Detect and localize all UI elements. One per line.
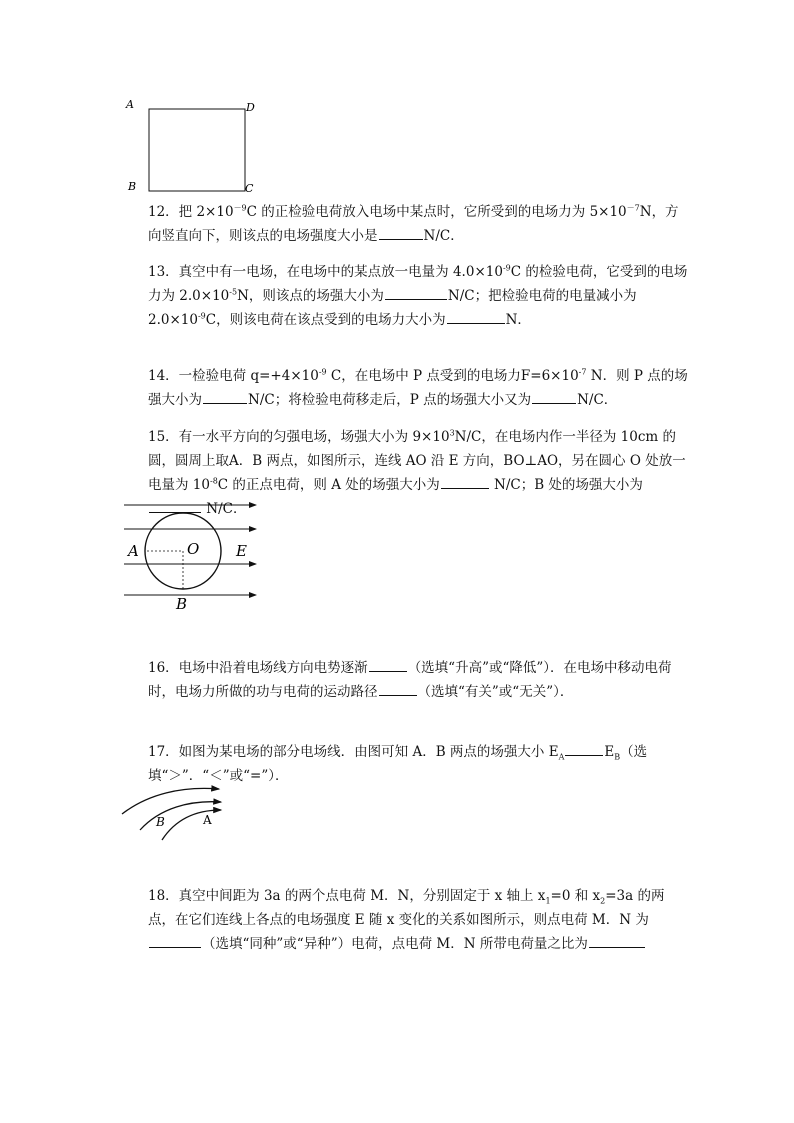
question-17: 17．如图为某电场的部分电场线．由图可知 A．B 两点的场强大小 $E_A$ $E_B$（选填“＞”．“＜”或“=”）． (148, 740, 688, 788)
answer-blank[interactable] (379, 224, 423, 240)
answer-blank[interactable] (441, 473, 489, 489)
label-a: A (126, 98, 134, 111)
label-e: E (236, 542, 247, 560)
answer-blank[interactable] (589, 932, 645, 948)
square-figure (120, 95, 270, 197)
question-15: 15．有一水平方向的匀强电场，场强大小为 $9\times 10^3N/C$，在电场内作一半径为 10cm 的圆，圆周上取A．B 两点，如图所示，连线 AO 沿 E 方向，BO⊥AO，另在圆心 O 处放一电量为 $10^{-8}C$ 的正点电荷，则 A 处的场强大小为 N/C；B 处的场强大小为 N/C． (148, 428, 686, 517)
label-c: C (245, 182, 254, 195)
question-18: 18．真空中间距为 3a 的两个点电荷 M．N，分别固定于 x 轴上 $x_1=0$ 和 $x_2=3a$ 的两点，在它们连线上各点的电场强度 E 随 x 变化的关系如图所示，则点电荷 M．N 为（选填“同种”或“异种”）电荷，点电荷 M．N 所带电荷量之比为 (148, 888, 665, 952)
answer-blank[interactable] (565, 740, 603, 756)
answer-blank[interactable] (385, 284, 447, 300)
question-16: 16．电场中沿着电场线方向电势逐渐 （选填“升高”或“降低”）．在电场中移动电荷时，电场力所做的功与电荷的运动路径 （选填“有关”或“无关”）． (148, 656, 688, 704)
answer-blank[interactable] (447, 308, 505, 324)
label-a: A (203, 813, 212, 827)
answer-blank[interactable] (532, 388, 576, 404)
label-b: B (156, 815, 165, 829)
question-12: 12．把 $2\times 10^{-9}C$ 的正检验电荷放入电场中某点时，它所受到的电场力为 $5\times 10^{-7}N$，方向竖直向下，则该点的电场强度大小是 N/C． (148, 203, 679, 244)
answer-blank[interactable] (379, 680, 417, 696)
label-o: O (187, 540, 200, 558)
field-line (162, 810, 221, 840)
curved-field-lines-figure (120, 780, 230, 842)
label-a: A (128, 542, 139, 560)
answer-blank[interactable] (203, 388, 247, 404)
question-14: 14．一检验电荷 $q=+4\times 10^{-9}$ C，在电场中 P 点受到的电场力$F=6\times 10^{-7}$ N．则 P 点的场强大小为 N/C；将检验电荷移走后，P 点的场强大小又为 N/C． (148, 367, 688, 408)
square-outline (149, 109, 245, 191)
label-d: D (246, 101, 255, 114)
answer-blank[interactable] (369, 656, 407, 672)
label-b: B (176, 595, 188, 613)
field-line (122, 788, 219, 814)
label-b: B (128, 180, 137, 193)
question-13: 13．真空中有一电场，在电场中的某点放一电量为 $4.0\times 10^{-9}C$ 的检验电荷，它受到的电场力为 $2.0\times 10^{-5}N$，则该点的场强大小为 N/C；把检验电荷的电量减小为 $2.0\times 10^{-9}C$，则该电荷在该点受到的电场力大小为 N． (148, 263, 688, 328)
circle-field-figure (120, 497, 262, 612)
answer-blank[interactable] (149, 932, 201, 948)
